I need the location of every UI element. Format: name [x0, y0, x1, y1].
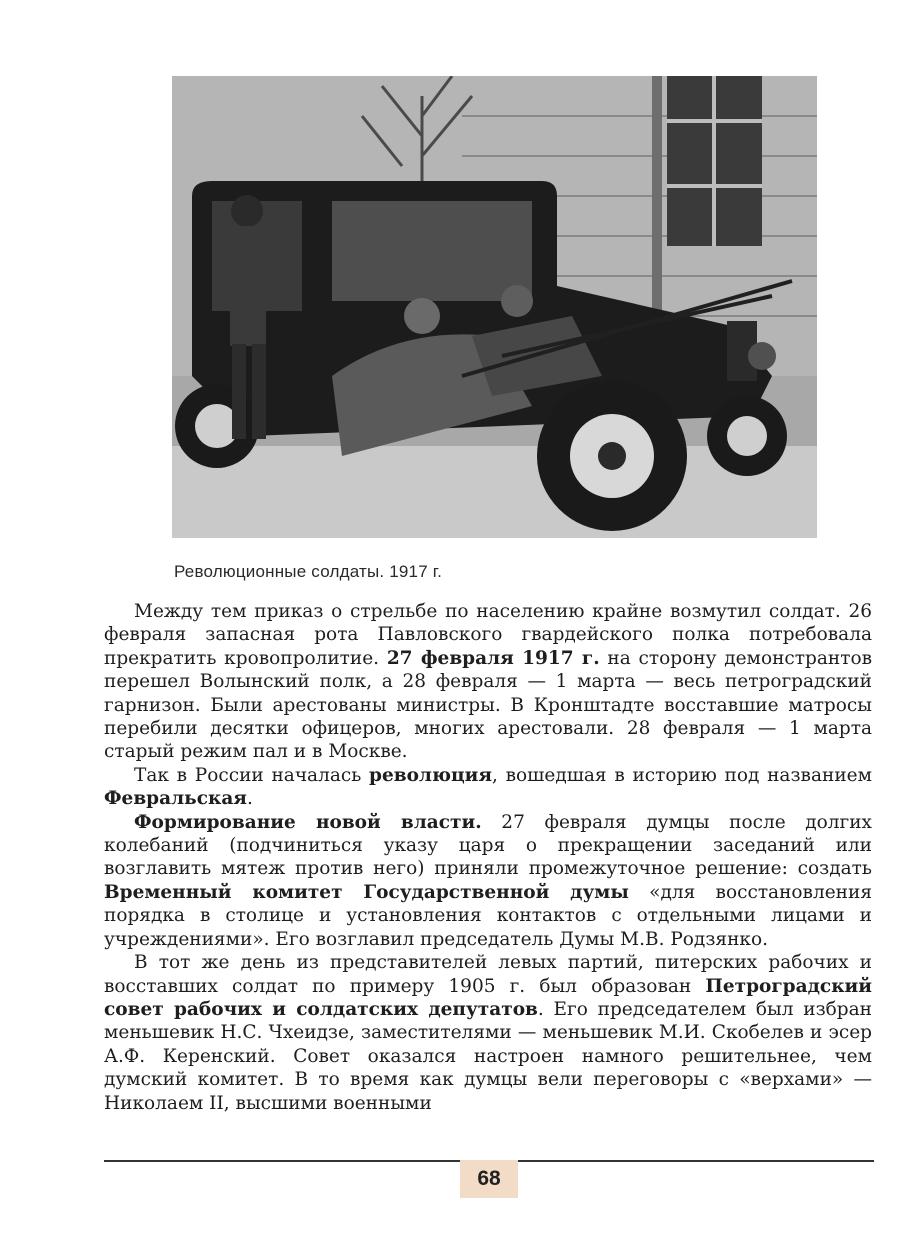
paragraph-1: Между тем приказ о стрельбе по населению крайне возмутил солдат. 26 февраля запасная рота Павловского гвардейского полка потребовала прекратить кровопролитие. 27 февраля 1917 г. на сторону демонстрантов перешел Волынский полк, а 28 февраля — 1 марта — весь петроградский гарнизон. Были арестованы министры. В Кронштадте восставшие матросы перебили десятки офицеров, многих арестовали. 28 февраля — 1 марта старый режим пал и в Москве.	[104, 601, 872, 763]
historical-photo	[172, 76, 817, 538]
photo-caption: Революционные солдаты. 1917 г.	[174, 562, 443, 581]
paragraph-2: Так в России началась революция, вошедшая в историю под названием Февральская.	[104, 764, 872, 810]
paragraph-3: Формирование новой власти. 27 февраля думцы после долгих колебаний (подчиниться указу царя о прекращении заседаний или возглавить мятеж против него) приняли промежуточное решение: создать Временный комитет Государственной думы «для восстановления порядка в столице и установления контактов с отдельными лицами и учреждениями». Его возглавил председатель Думы М.В. Родзянко.	[104, 811, 872, 950]
page-number: 68	[460, 1160, 518, 1198]
paragraph-4: В тот же день из представителей левых партий, питерских рабочих и восставших солдат по примеру 1905 г. был образован Петроградский совет рабочих и солдатских депутатов. Его председателем был избран меньшевик Н.С. Чхеидзе, заместителями — меньшевик М.И. Скобелев и эсер А.Ф. Керенский. Совет оказался настроен намного решительнее, чем думский комитет. В то время как думцы вели переговоры с «верхами» — Николаем II, высшими военными	[104, 952, 872, 1114]
body-text	[104, 600, 872, 1115]
